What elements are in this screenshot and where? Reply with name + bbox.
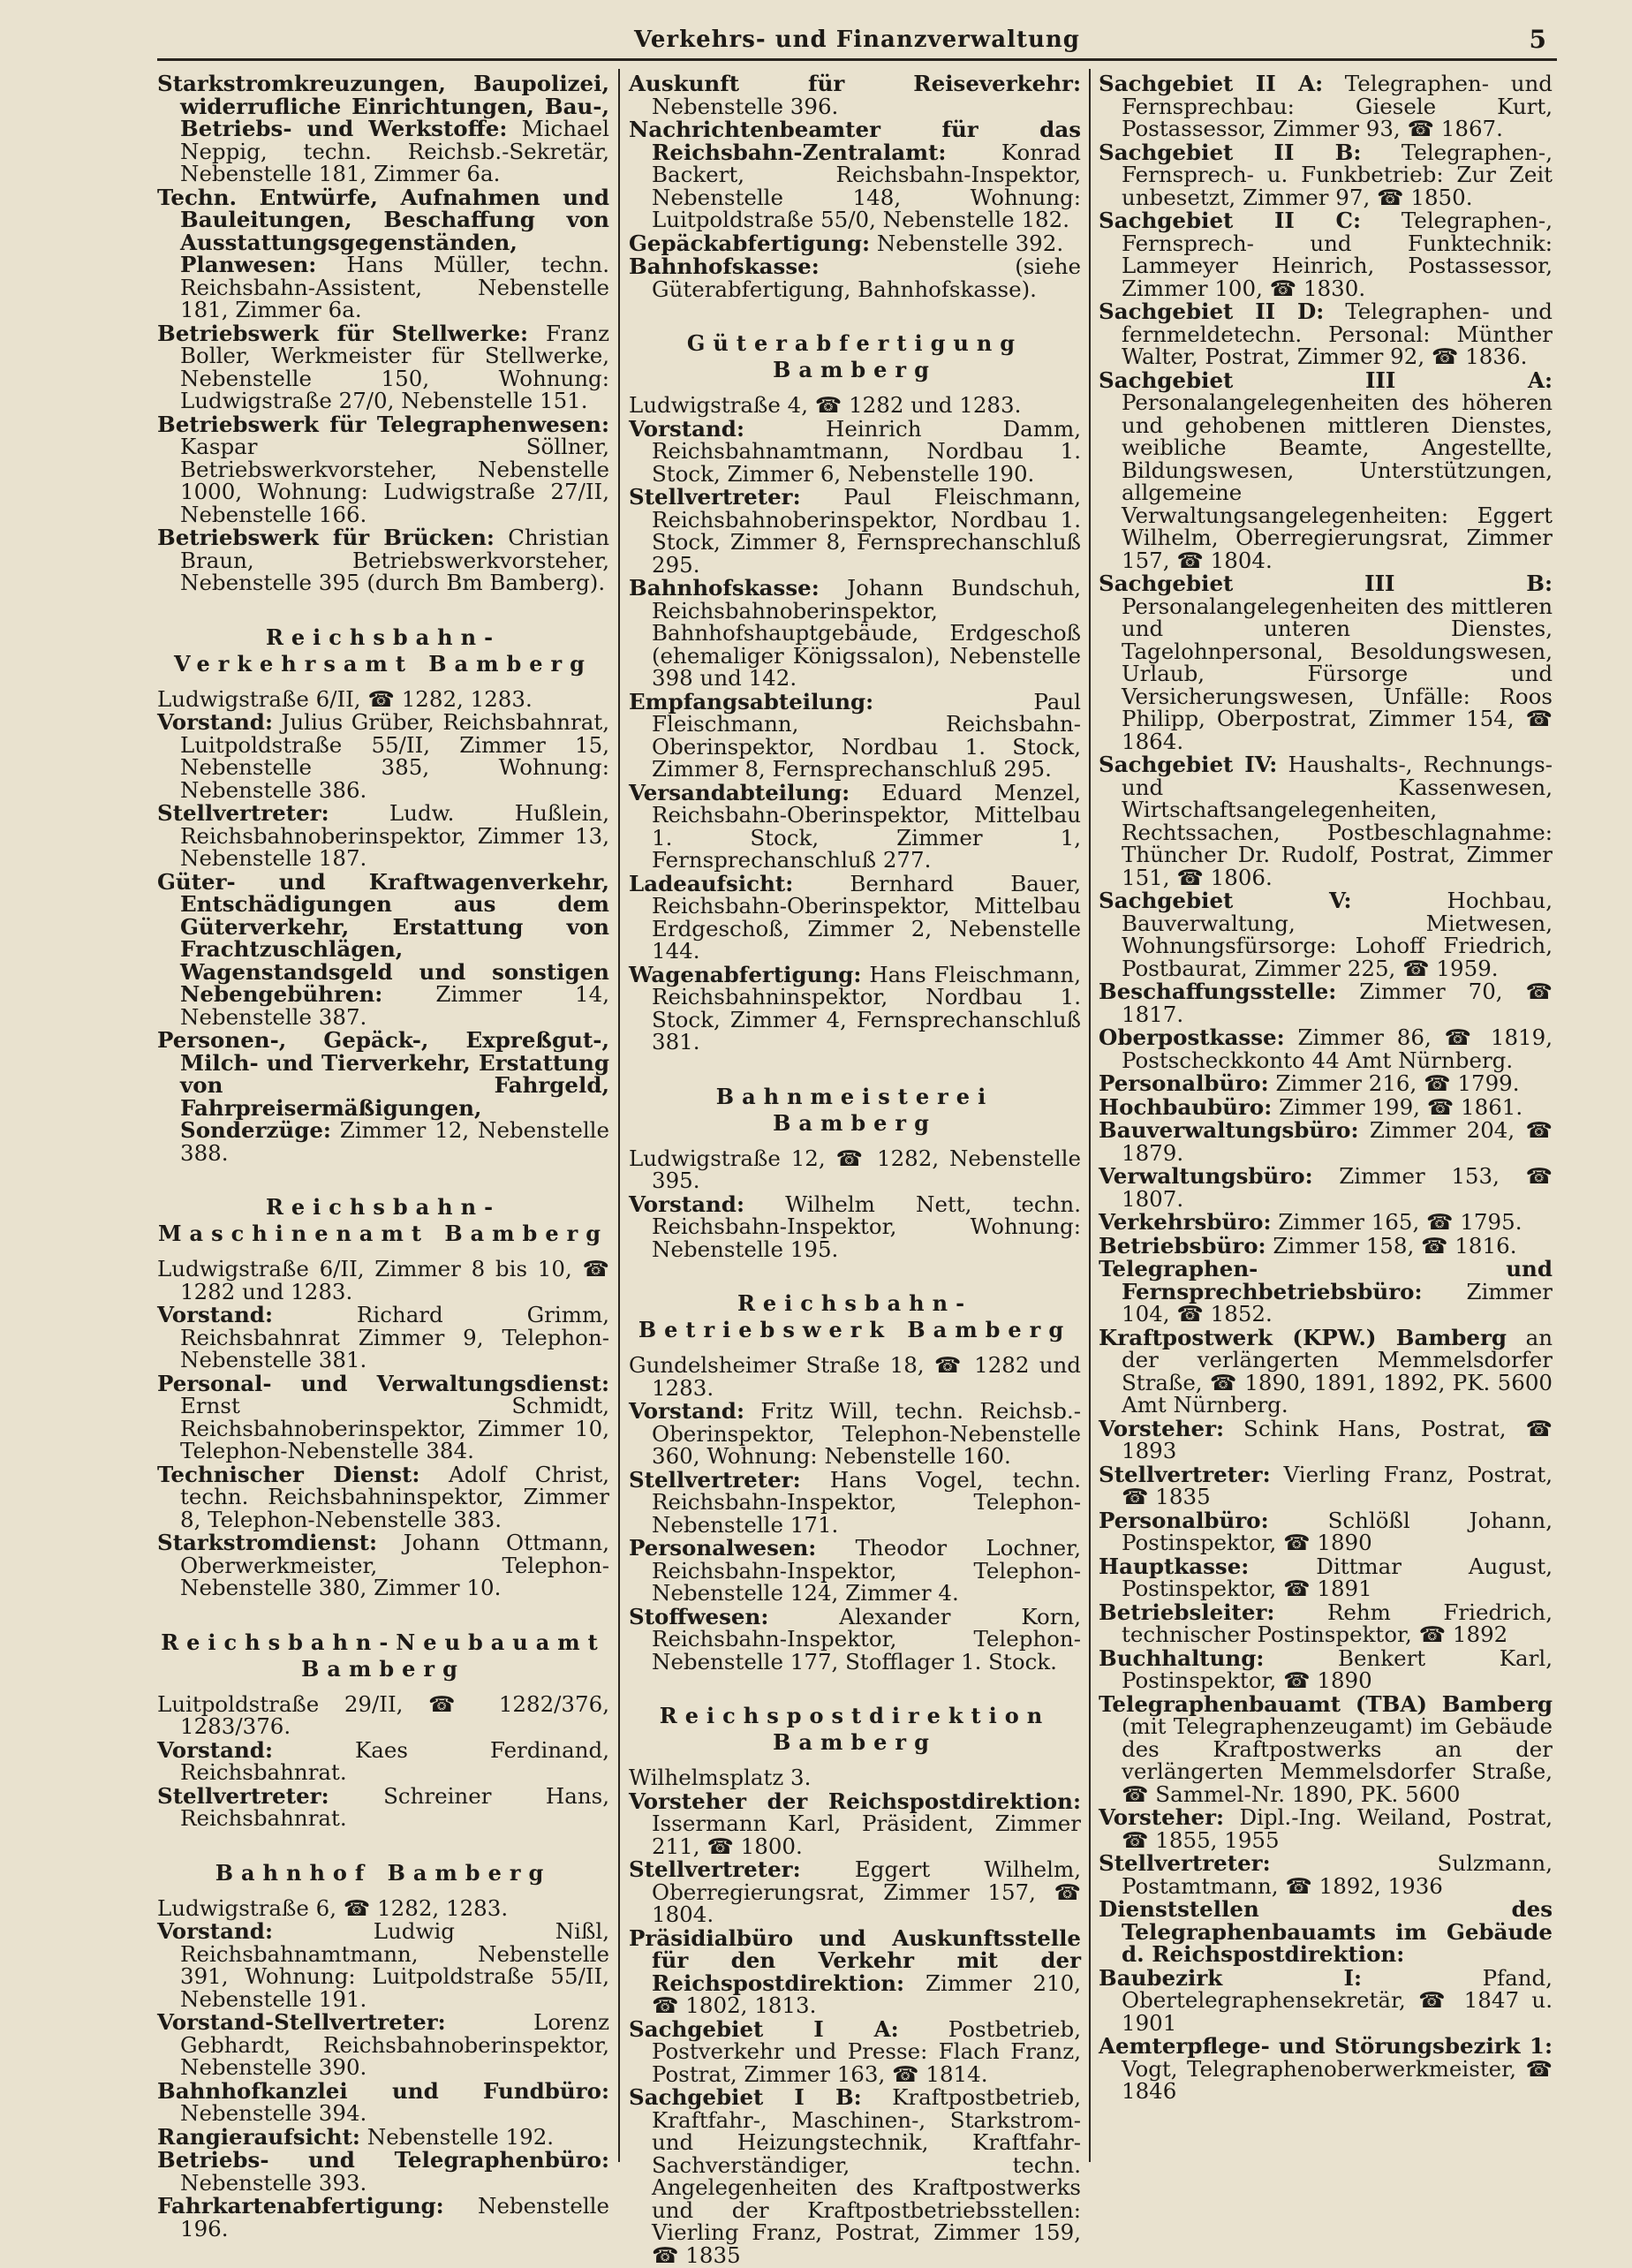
entry-heading: Betriebswerk für Telegraphenwesen: bbox=[157, 411, 609, 437]
entry-text: Theodor Lochner, Reichsbahn-Inspektor, Telephon-Nebenstelle 124, Zimmer 4. bbox=[652, 1535, 1081, 1606]
entry-text: Ludwig Nißl, Reichsbahnamtmann, Nebenstelle 391, Wohnung: Luitpoldstraße 55/II, Nebenstelle 191. bbox=[180, 1918, 609, 2012]
entry-text: Nebenstelle 196. bbox=[180, 2193, 609, 2242]
entry-text: Lorenz Gebhardt, Reichsbahnoberinspektor, Nebenstelle 390. bbox=[180, 2009, 609, 2080]
entry-text: Nebenstelle 192. bbox=[366, 2123, 555, 2150]
entry-heading: Hochbaubüro: bbox=[1099, 1093, 1273, 1120]
entry-text: Hans Vogel, techn. Reichsbahn-Inspektor, Telephon-Nebenstelle 171. bbox=[652, 1466, 1081, 1538]
entry-heading: Sachgebiet V: bbox=[1099, 888, 1352, 913]
directory-entry bbox=[157, 802, 609, 870]
directory-entry bbox=[1099, 1165, 1553, 1210]
directory-entry bbox=[1099, 1026, 1553, 1071]
directory-entry bbox=[629, 1147, 1081, 1192]
section-heading: Güterabfertigung Bamberg bbox=[686, 330, 1024, 382]
page-number: 5 bbox=[1529, 25, 1546, 54]
directory-entry bbox=[157, 1029, 609, 1164]
entry-heading: Präsidialbüro und Auskunftsstelle für den Verkehr mit der Reichspostdirektion: bbox=[629, 1924, 1081, 1996]
directory-entry bbox=[1099, 1093, 1553, 1120]
directory-entry bbox=[1099, 1415, 1553, 1463]
entry-heading: Güter- und Kraftwagenverkehr, Entschädigungen aus dem Güterverkehr, Erstattung von Frachtzuschlägen, Wagenstandsgeld und sonstigen Nebengebühren: bbox=[157, 868, 609, 1007]
entry-heading: Vorstand: bbox=[157, 1918, 273, 1944]
entry-heading: Vorstand: bbox=[157, 709, 273, 735]
entry-heading: Personen-, Gepäck-, Expreßgut-, Milch- und Tierverkehr, Erstattung von Fahrgeld, Fahrpreisermäßigungen, Sonderzüge: bbox=[157, 1027, 609, 1143]
entry-heading: Betriebs- und Telegraphenbüro: bbox=[157, 2147, 609, 2173]
entry-heading: Sachgebiet II A: bbox=[1099, 71, 1324, 96]
directory-entry bbox=[629, 577, 1081, 690]
entry-text: Kaes Ferdinand, Reichsbahnrat. bbox=[180, 1736, 609, 1785]
entry-text: Nebenstelle 392. bbox=[876, 230, 1064, 256]
entry-heading: Stellvertreter: bbox=[1099, 1850, 1271, 1876]
directory-entry bbox=[1099, 1509, 1553, 1554]
entry-heading: Sachgebiet III B: bbox=[1099, 571, 1553, 596]
entry-text: Ludwigstraße 4, ☎ 1282 und 1283. bbox=[629, 392, 1022, 418]
entry-heading: Ladeaufsicht: bbox=[629, 870, 794, 896]
directory-entry bbox=[1099, 1258, 1553, 1326]
entry-heading: Vorstand: bbox=[629, 1191, 744, 1217]
entry-text: Zimmer 86, ☎ 1819, Postscheckkonto 44 Amt Nürnberg. bbox=[1122, 1024, 1553, 1073]
entry-heading: Sachgebiet I A: bbox=[629, 2015, 899, 2042]
entry-heading: Betriebswerk für Brücken: bbox=[157, 525, 495, 550]
entry-heading: Sachgebiet III A: bbox=[1099, 367, 1553, 393]
directory-entry bbox=[1099, 1806, 1553, 1851]
entry-text: Eduard Menzel, Reichsbahn-Oberinspektor, Mittelbau 1. Stock, Zimmer 1, Fernsprechanschluß 277. bbox=[652, 779, 1081, 873]
directory-entry bbox=[629, 688, 1081, 782]
directory-entry bbox=[629, 961, 1081, 1055]
entry-text: Haushalts-, Rechnungs- und Kassenwesen, Wirtschaftsangelegenheiten, Rechtssachen, Postbeschlagnahme: Thüncher Dr. Rudolf, Postrat, Zimmer 151, ☎ 1806. bbox=[1122, 752, 1553, 890]
directory-entry bbox=[157, 711, 609, 801]
directory-entry bbox=[157, 2123, 609, 2150]
directory-entry bbox=[157, 1372, 609, 1463]
directory-entry bbox=[629, 486, 1081, 576]
directory-entry bbox=[157, 2077, 609, 2126]
entry-text: Pfand, Obertelegraphensekretär, ☎ 1847 u. 1901 bbox=[1122, 1964, 1553, 2036]
entry-heading: Oberpostkasse: bbox=[1099, 1024, 1285, 1050]
entry-heading: Rangieraufsicht: bbox=[157, 2123, 360, 2150]
entry-text: Paul Fleischmann, Reichsbahn-Oberinspektor, Nordbau 1. Stock, Zimmer 8, Fernsprechanschluß 295. bbox=[652, 688, 1081, 782]
entry-text: Sulzmann, Postamtmann, ☎ 1892, 1936 bbox=[1122, 1850, 1553, 1899]
entry-text: Richard Grimm, Reichsbahnrat Zimmer 9, Telephon-Nebenstelle 381. bbox=[180, 1302, 609, 1372]
entry-heading: Stellvertreter: bbox=[629, 484, 801, 510]
entry-heading: Stoffwesen: bbox=[629, 1603, 769, 1629]
entry-text: Nebenstelle 394. bbox=[180, 2100, 367, 2126]
entry-heading: Vorsteher: bbox=[1099, 1804, 1225, 1830]
directory-entry bbox=[157, 186, 609, 321]
entry-heading: Telegraphen- und Fernsprechbetriebsbüro: bbox=[1099, 1256, 1553, 1304]
entry-heading: Bahnhofskasse: bbox=[629, 575, 820, 601]
column-left bbox=[157, 71, 610, 2242]
entry-text: Adolf Christ, techn. Reichsbahninspektor, Zimmer 8, Telephon-Nebenstelle 383. bbox=[180, 1461, 609, 1532]
directory-entry bbox=[157, 526, 609, 594]
directory-entry bbox=[1099, 1072, 1553, 1095]
entry-text: Benkert Karl, Postinspektor, ☎ 1890 bbox=[1122, 1644, 1553, 1693]
entry-heading: Kraftpostwerk (KPW.) Bamberg bbox=[1099, 1324, 1507, 1350]
directory-entry bbox=[629, 779, 1081, 873]
entry-text: Eggert Wilhelm, Oberregierungsrat, Zimmer 157, ☎ 1804. bbox=[652, 1856, 1081, 1927]
directory-entry bbox=[629, 1400, 1081, 1468]
entry-text: Bernhard Bauer, Reichsbahn-Oberinspektor, Mittelbau Erdgeschoß, Zimmer 2, Nebenstelle 144. bbox=[652, 870, 1081, 964]
page-header bbox=[157, 23, 1557, 61]
entry-heading: Vorstand: bbox=[629, 1398, 744, 1424]
entry-heading: Vorstand: bbox=[629, 415, 744, 442]
entry-text: Telegraphen-, Fernsprech- und Funktechnik: Lammeyer Heinrich, Postassessor, Zimmer 100, ☎ 1830. bbox=[1122, 208, 1553, 301]
directory-entry bbox=[629, 870, 1081, 964]
entry-text: Zimmer 70, ☎ 1817. bbox=[1122, 979, 1553, 1027]
entry-heading: Verwaltungsbüro: bbox=[1099, 1163, 1313, 1189]
section-heading: Reichsbahn-Betriebswerk Bamberg bbox=[638, 1290, 1072, 1342]
entry-text: an der verlängerten Memmelsdorfer Straße, ☎ 1890, 1891, 1892, PK. 5600 Amt Nürnberg. bbox=[1122, 1324, 1553, 1418]
directory-entry bbox=[629, 1354, 1081, 1399]
entry-heading: Beschaffungsstelle: bbox=[1099, 979, 1337, 1004]
entry-text: Ernst Schmidt, Reichsbahnoberinspektor, Zimmer 10, Telephon-Nebenstelle 384. bbox=[180, 1393, 609, 1463]
entry-heading: Nachrichtenbeamter für das Reichsbahn-Zentralamt: bbox=[629, 117, 1081, 165]
directory-entry bbox=[1099, 1852, 1553, 1897]
entry-text: Telegraphen-, Fernsprech- u. Funkbetrieb: Zur Zeit unbesetzt, Zimmer 97, ☎ 1850. bbox=[1122, 139, 1553, 210]
entry-heading: Auskunft für Reiseverkehr: bbox=[629, 71, 1081, 96]
entry-heading: Personal- und Verwaltungsdienst: bbox=[157, 1370, 609, 1396]
directory-entry bbox=[1099, 572, 1553, 752]
entry-heading: Sachgebiet II D: bbox=[1099, 299, 1325, 324]
directory-entry bbox=[629, 1790, 1081, 1858]
column-divider bbox=[618, 69, 620, 2162]
directory-entry bbox=[629, 1466, 1081, 1538]
entry-text: Personalangelegenheiten des höheren und gehobenen mittleren Dienstes, weibliche Beamte, Angestellte, Bildungswesen, Unterstützungen, allgemeine Verwaltungsangelegenheiten: Eggert Wilhelm, Oberregierungsrat, Zimmer 157, ☎ 1804. bbox=[1122, 389, 1553, 573]
entry-text: Issermann Karl, Präsident, Zimmer 211, ☎ 1800. bbox=[652, 1811, 1081, 1859]
directory-entry bbox=[157, 868, 609, 1030]
directory-entry bbox=[1099, 753, 1553, 888]
entry-text: Paul Fleischmann, Reichsbahnoberinspektor, Nordbau 1. Stock, Zimmer 8, Fernsprechanschluß 295. bbox=[652, 484, 1081, 578]
entry-text: Zimmer 14, Nebenstelle 387. bbox=[180, 981, 609, 1030]
directory-entry bbox=[1099, 1964, 1553, 2036]
entry-text: Wilhelm Nett, techn. Reichsbahn-Inspektor, Wohnung: Nebenstelle 195. bbox=[652, 1191, 1081, 1262]
entry-text: Ludwigstraße 6, ☎ 1282, 1283. bbox=[157, 1894, 509, 1921]
directory-entry bbox=[1099, 889, 1553, 979]
entry-text: Johann Bundschuh, Reichsbahnoberinspektor, Bahnhofshauptgebäude, Erdgeschoß (ehemaliger Königssalon), Nebenstelle 398 und 142. bbox=[652, 575, 1081, 691]
entry-text: Heinrich Damm, Reichsbahnamtmann, Nordbau 1. Stock, Zimmer 6, Nebenstelle 190. bbox=[652, 415, 1081, 487]
directory-entry bbox=[157, 322, 609, 412]
entry-heading: Personalbüro: bbox=[1099, 1070, 1269, 1096]
entry-text: Kaspar Söllner, Betriebswerkvorsteher, Nebenstelle 1000, Wohnung: Ludwigstraße 27/II, Nebenstelle 166. bbox=[180, 434, 609, 527]
entry-text: Konrad Backert, Reichsbahn-Inspektor, Nebenstelle 148, Wohnung: Luitpoldstraße 55/0, Nebenstelle 182. bbox=[652, 139, 1081, 232]
directory-entry bbox=[1099, 1211, 1553, 1234]
entry-heading: Verkehrsbüro: bbox=[1099, 1209, 1272, 1235]
entry-heading: Hauptkasse: bbox=[1099, 1553, 1250, 1579]
entry-text: Kraftpostbetrieb, Kraftfahr-, Maschinen-, Starkstrom- und Heizungstechnik, Kraftfahr-Sachverständiger, techn. Angelegenheiten des Kraftpostwerks und der Kraftpostbetriebsstellen: Vierling Franz, Postrat, Zimmer 159, ☎ 1835 bbox=[652, 2084, 1081, 2268]
entry-heading: Techn. Entwürfe, Aufnahmen und Bauleitungen, Beschaffung von Ausstattungsgegenständen, Planwesen: bbox=[157, 184, 609, 277]
entry-heading: Versandabteilung: bbox=[629, 779, 850, 805]
entry-text: Dipl.-Ing. Weiland, Postrat, ☎ 1855, 1955 bbox=[1122, 1804, 1553, 1853]
entry-heading: Sachgebiet I B: bbox=[629, 2084, 862, 2110]
directory-entry bbox=[1099, 1601, 1553, 1646]
entry-heading: Telegraphenbauamt (TBA) Bamberg bbox=[1099, 1690, 1553, 1717]
directory-entry bbox=[1099, 1463, 1553, 1508]
entry-text: Postbetrieb, Postverkehr und Presse: Flach Franz, Postrat, Zimmer 163, ☎ 1814. bbox=[652, 2015, 1081, 2087]
entry-heading: Gepäckabfertigung: bbox=[629, 230, 871, 256]
entry-heading: Personalbüro: bbox=[1099, 1507, 1269, 1533]
entry-heading: Bahnhofkanzlei und Fundbüro: bbox=[157, 2077, 609, 2104]
entry-heading: Starkstromkreuzungen, Baupolizei, widerrufliche Einrichtungen, Bau-, Betriebs- und Werkstoffe: bbox=[157, 71, 609, 141]
entry-heading: Sachgebiet IV: bbox=[1099, 752, 1278, 777]
entry-heading: Bauverwaltungsbüro: bbox=[1099, 1117, 1359, 1143]
directory-entry bbox=[157, 1463, 609, 1531]
entry-text: Zimmer 104, ☎ 1852. bbox=[1122, 1278, 1553, 1327]
entry-text: (siehe Güterabfertigung, Bahnhofskasse). bbox=[652, 253, 1081, 302]
directory-entry bbox=[1099, 980, 1553, 1025]
entry-heading: Sachgebiet II C: bbox=[1099, 208, 1362, 233]
entry-text: Ludwigstraße 6/II, Zimmer 8 bis 10, ☎ 1282 und 1283. bbox=[157, 1256, 609, 1304]
directory-entry bbox=[157, 1920, 609, 2010]
entry-text: Ludw. Hußlein, Reichsbahnoberinspektor, Zimmer 13, Nebenstelle 187. bbox=[180, 800, 609, 871]
directory-entry bbox=[629, 232, 1081, 255]
entry-heading: Baubezirk I: bbox=[1099, 1964, 1363, 1991]
section-heading: Reichsbahn-Maschinenamt Bamberg bbox=[157, 1194, 609, 1246]
entry-text: Schink Hans, Postrat, ☎ 1893 bbox=[1122, 1415, 1553, 1463]
entry-text: Vierling Franz, Postrat, ☎ 1835 bbox=[1122, 1461, 1553, 1509]
directory-entry bbox=[629, 1766, 1081, 1789]
directory-entry bbox=[157, 1894, 609, 1921]
entry-text: Ludwigstraße 12, ☎ 1282, Nebenstelle 395. bbox=[629, 1145, 1081, 1193]
column-divider bbox=[1089, 69, 1091, 2162]
entry-text: (mit Telegraphenzeugamt) im Gebäude des Kraftpostwerks an der verlängerten Memmelsdorfer Straße, ☎ Sammel-Nr. 1890, PK. 5600 bbox=[1122, 1713, 1553, 1807]
entry-text: Zimmer 199, ☎ 1861. bbox=[1279, 1093, 1523, 1120]
directory-entry bbox=[629, 1537, 1081, 1605]
entry-heading: Sachgebiet II B: bbox=[1099, 139, 1362, 165]
entry-heading: Stellvertreter: bbox=[1099, 1461, 1271, 1487]
directory-entry bbox=[629, 394, 1081, 417]
directory-entry bbox=[1099, 1555, 1553, 1600]
directory-entry bbox=[157, 1782, 609, 1831]
entry-heading: Stellvertreter: bbox=[629, 1466, 801, 1493]
entry-text: Nebenstelle 396. bbox=[652, 93, 839, 119]
directory-entry bbox=[157, 2149, 609, 2194]
directory-entry bbox=[1099, 1898, 1553, 1966]
entry-heading: Buchhaltung: bbox=[1099, 1644, 1265, 1671]
directory-entry bbox=[1099, 1690, 1553, 1807]
section-heading: Bahnhof Bamberg bbox=[215, 1859, 552, 1886]
directory-entry bbox=[157, 2195, 609, 2240]
entry-text: Telegraphen- und fernmeldetechn. Personal: Münther Walter, Postrat, Zimmer 92, ☎ 1836. bbox=[1122, 299, 1553, 369]
section-heading: Reichspostdirektion Bamberg bbox=[659, 1703, 1051, 1755]
entry-text: Luitpoldstraße 29/II, ☎ 1282/376, 1283/376. bbox=[157, 1690, 609, 1739]
entry-text: Julius Grüber, Reichsbahnrat, Luitpoldstraße 55/II, Zimmer 15, Nebenstelle 385, Wohnung: Nebenstelle 386. bbox=[180, 709, 609, 803]
directory-entry bbox=[1099, 1324, 1553, 1418]
entry-text: Gundelsheimer Straße 18, ☎ 1282 und 1283. bbox=[629, 1352, 1081, 1401]
directory-entry bbox=[629, 2086, 1081, 2266]
directory-entry bbox=[1099, 1119, 1553, 1164]
entry-text: Alexander Korn, Reichsbahn-Inspektor, Telephon-Nebenstelle 177, Stofflager 1. Stock. bbox=[652, 1603, 1081, 1675]
directory-entry bbox=[1099, 141, 1553, 209]
entry-heading: Bahnhofskasse: bbox=[629, 253, 820, 279]
directory-entry bbox=[629, 1193, 1081, 1261]
entry-heading: Personalwesen: bbox=[629, 1535, 817, 1561]
entry-text: Wilhelmsplatz 3. bbox=[629, 1765, 812, 1790]
entry-text: Hans Müller, techn. Reichsbahn-Assistent, Nebenstelle 181, Zimmer 6a. bbox=[180, 252, 609, 322]
directory-entry bbox=[157, 2011, 609, 2079]
directory-entry bbox=[629, 1858, 1081, 1926]
section-heading: Bahnmeisterei Bamberg bbox=[715, 1083, 994, 1136]
directory-entry bbox=[1099, 300, 1553, 368]
section-heading: Reichsbahn-Neubauamt Bamberg bbox=[161, 1629, 606, 1682]
entry-text: Zimmer 153, ☎ 1807. bbox=[1122, 1163, 1553, 1212]
directory-entry bbox=[1099, 1644, 1553, 1693]
entry-heading: Vorsteher: bbox=[1099, 1415, 1225, 1441]
entry-text: Michael Neppig, techn. Reichsb.-Sekretär, Nebenstelle 181, Zimmer 6a. bbox=[180, 116, 609, 186]
directory-entry bbox=[157, 685, 609, 712]
entry-heading: Stellvertreter: bbox=[157, 1782, 329, 1809]
directory-entry bbox=[157, 1304, 609, 1372]
entry-text: Zimmer 12, Nebenstelle 388. bbox=[180, 1117, 610, 1166]
entry-heading: Betriebsbüro: bbox=[1099, 1232, 1266, 1259]
entry-text: Dittmar August, Postinspektor, ☎ 1891 bbox=[1122, 1553, 1553, 1601]
running-title: Verkehrs- und Finanzverwaltung bbox=[634, 26, 1080, 53]
directory-entry bbox=[629, 118, 1081, 231]
entry-heading: Vorsteher der Reichspostdirektion: bbox=[629, 1788, 1081, 1814]
entry-text: Nebenstelle 393. bbox=[180, 2169, 367, 2196]
entry-heading: Betriebsleiter: bbox=[1099, 1599, 1275, 1625]
directory-entry bbox=[1099, 2035, 1553, 2103]
entry-heading: Vorstand: bbox=[157, 1736, 273, 1763]
directory-entry bbox=[157, 1531, 609, 1599]
directory-entry bbox=[157, 1258, 609, 1303]
entry-text: Ludwigstraße 6/II, ☎ 1282, 1283. bbox=[157, 685, 533, 712]
directory-entry bbox=[629, 72, 1081, 117]
entry-heading: Stellvertreter: bbox=[157, 800, 329, 826]
entry-text: Schlößl Johann, Postinspektor, ☎ 1890 bbox=[1122, 1507, 1553, 1555]
entry-text: Zimmer 165, ☎ 1795. bbox=[1278, 1209, 1522, 1235]
column-middle bbox=[629, 71, 1081, 2268]
directory-entry bbox=[1099, 209, 1553, 299]
entry-text: Zimmer 210, ☎ 1802, 1813. bbox=[652, 1969, 1081, 2018]
directory-entry bbox=[157, 72, 609, 185]
entry-text: Zimmer 204, ☎ 1879. bbox=[1122, 1117, 1553, 1166]
entry-heading: Vorstand-Stellvertreter: bbox=[157, 2009, 446, 2035]
entry-text: Fritz Will, techn. Reichsb.-Oberinspektor, Telephon-Nebenstelle 360, Wohnung: Nebenstelle 160. bbox=[652, 1398, 1081, 1469]
entry-text: Vogt, Telegraphenoberwerkmeister, ☎ 1846 bbox=[1122, 2055, 1553, 2104]
directory-entry bbox=[1099, 369, 1553, 572]
column-right bbox=[1099, 72, 1553, 2157]
entry-heading: Vorstand: bbox=[157, 1302, 273, 1327]
entry-text: Zimmer 216, ☎ 1799. bbox=[1275, 1070, 1520, 1096]
entry-heading: Wagenabfertigung: bbox=[629, 961, 862, 987]
entry-heading: Dienststellen des Telegraphenbauamts im Gebäude d. Reichspostdirektion: bbox=[1099, 1896, 1553, 1967]
entry-text: Schreiner Hans, Reichsbahnrat. bbox=[180, 1782, 609, 1831]
directory-entry bbox=[157, 413, 609, 526]
entry-text: Christian Braun, Betriebswerkvorsteher, Nebenstelle 395 (durch Bm Bamberg). bbox=[180, 525, 609, 595]
entry-text: Telegraphen- und Fernsprechbau: Giesele Kurt, Postassessor, Zimmer 93, ☎ 1867. bbox=[1122, 71, 1553, 141]
directory-entry bbox=[157, 1690, 609, 1739]
entry-text: Personalangelegenheiten des mittleren und unteren Dienstes, Tagelohnpersonal, Besoldungswesen, Urlaub, Fürsorge und Versicherungswesen, Unfälle: Roos Philipp, Oberpostrat, Zimmer 154, ☎ 1864. bbox=[1122, 593, 1553, 754]
entry-text: Hochbau, Bauverwaltung, Mietwesen, Wohnungsfürsorge: Lohoff Friedrich, Postbaurat, Zimmer 225, ☎ 1959. bbox=[1122, 888, 1553, 981]
directory-entry bbox=[629, 2015, 1081, 2087]
directory-entry bbox=[1099, 72, 1553, 140]
directory-entry bbox=[629, 1603, 1081, 1675]
entry-text: Johann Ottmann, Oberwerkmeister, Telephon-Nebenstelle 380, Zimmer 10. bbox=[180, 1530, 609, 1600]
directory-entry bbox=[1099, 1232, 1553, 1259]
entry-heading: Betriebswerk für Stellwerke: bbox=[157, 320, 528, 346]
entry-text: Zimmer 158, ☎ 1816. bbox=[1273, 1232, 1517, 1259]
entry-heading: Stellvertreter: bbox=[629, 1856, 801, 1882]
directory-entry bbox=[629, 255, 1081, 300]
section-heading: Reichsbahn-Verkehrsamt Bamberg bbox=[174, 624, 593, 677]
entry-heading: Aemterpflege- und Störungsbezirk 1: bbox=[1099, 2033, 1553, 2059]
entry-heading: Starkstromdienst: bbox=[157, 1530, 378, 1555]
entry-heading: Technischer Dienst: bbox=[157, 1461, 420, 1487]
entry-text: Franz Boller, Werkmeister für Stellwerke, Nebenstelle 150, Wohnung: Ludwigstraße 27/0, Nebenstelle 151. bbox=[180, 320, 609, 413]
directory-entry bbox=[629, 1924, 1081, 2018]
entry-text: Hans Fleischmann, Reichsbahninspektor, Nordbau 1. Stock, Zimmer 4, Fernsprechanschluß 381. bbox=[652, 961, 1081, 1055]
entry-heading: Fahrkartenabfertigung: bbox=[157, 2193, 444, 2219]
entry-text: Rehm Friedrich, technischer Postinspektor, ☎ 1892 bbox=[1122, 1599, 1553, 1647]
entry-heading: Empfangsabteilung: bbox=[629, 688, 874, 714]
directory-entry bbox=[157, 1736, 609, 1785]
directory-entry bbox=[629, 415, 1081, 487]
